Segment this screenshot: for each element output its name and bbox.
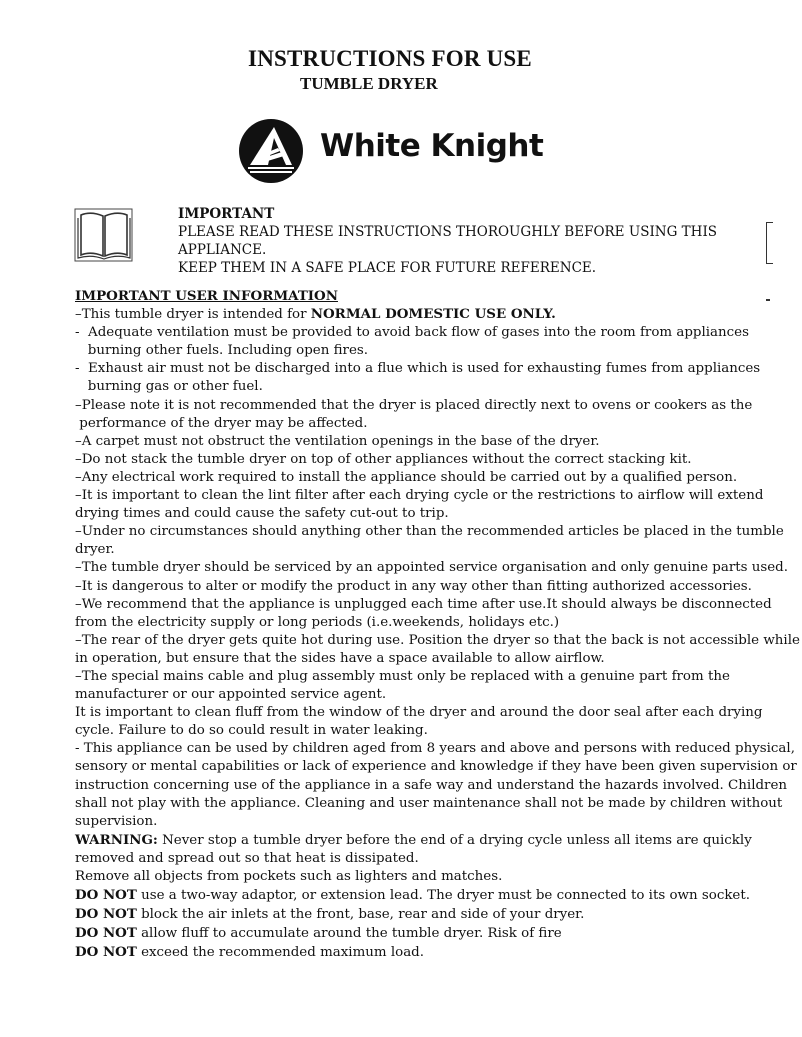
important-line: KEEP THEM IN A SAFE PLACE FOR FUTURE REFERENCE.: [178, 260, 597, 276]
brand-name: White Knight: [320, 128, 544, 164]
info-line: shall not play with the appliance. Cleaning and user maintenance shall not be made by children without: [75, 795, 783, 811]
margin-mark: [766, 222, 773, 264]
book-icon: [73, 208, 135, 264]
info-line: –A carpet must not obstruct the ventilation openings in the base of the dryer.: [75, 433, 600, 449]
info-line: cycle. Failure to do so could result in water leaking.: [75, 723, 428, 739]
info-line: Remove all objects from pockets such as lighters and matches.: [75, 869, 503, 884]
important-heading: IMPORTANT: [178, 206, 275, 222]
info-line: –Under no circumstances should anything other than the recommended articles be placed in the tumble: [75, 524, 784, 540]
page-subtitle: TUMBLE DRYER: [300, 74, 438, 93]
info-line: –It is dangerous to alter or modify the product in any way other than fitting authorized accessories.: [75, 578, 752, 594]
info-line: burning gas or other fuel.: [75, 379, 263, 395]
info-line: performance of the dryer may be affected.: [75, 415, 368, 431]
info-line: –It is important to clean the lint filter after each drying cycle or the restrictions to airflow will extend: [75, 488, 764, 504]
margin-mark: [766, 299, 770, 301]
info-line: burning other fuels. Including open fires.: [75, 343, 368, 359]
info-line: manufacturer or our appointed service agent.: [75, 687, 387, 703]
info-line: - Adequate ventilation must be provided to avoid back flow of gases into the room from appliances: [75, 325, 749, 341]
warning-line: removed and spread out so that heat is dissipated.: [75, 850, 419, 866]
info-line: It is important to clean fluff from the window of the dryer and around the door seal after each drying: [75, 705, 763, 721]
info-line: –Do not stack the tumble dryer on top of other appliances without the correct stacking kit.: [75, 451, 692, 467]
info-line: –Any electrical work required to install the appliance should be carried out by a qualified person.: [75, 469, 738, 485]
info-line: dryer.: [75, 542, 115, 558]
important-line: APPLIANCE.: [178, 242, 267, 258]
info-line: - Exhaust air must not be discharged into a flue which is used for exhausting fumes from appliances: [75, 361, 761, 377]
do-not-item: DO NOT use a two-way adaptor, or extension lead. The dryer must be connected to its own socket.: [75, 887, 750, 904]
section-heading: IMPORTANT USER INFORMATION: [75, 288, 338, 304]
warning-label: WARNING:: [75, 831, 158, 848]
info-line: –We recommend that the appliance is unplugged each time after use.It should always be disconnected: [75, 596, 772, 612]
do-not-item: DO NOT exceed the recommended maximum load.: [75, 944, 425, 961]
info-line: from the electricity supply or long periods (i.e.weekends, holidays etc.): [75, 614, 560, 630]
do-not-item: DO NOT allow fluff to accumulate around the tumble dryer. Risk of fire: [75, 925, 562, 942]
info-line: –Please note it is not recommended that the dryer is placed directly next to ovens or cookers as the: [75, 397, 753, 413]
info-line: in operation, but ensure that the sides have a space available to allow airflow.: [75, 650, 605, 666]
important-notice: [178, 205, 738, 277]
white-knight-logo-icon: [238, 118, 304, 184]
info-line: supervision.: [75, 813, 158, 829]
info-line: instruction concerning use of the appliance in a safe way and understand the hazards involved. Children: [75, 777, 787, 793]
warning-line: WARNING: Never stop a tumble dryer before the end of a drying cycle unless all items are quickly: [75, 831, 752, 848]
info-line: - This appliance can be used by children aged from 8 years and above and persons with reduced physical,: [75, 741, 795, 757]
do-not-item: DO NOT block the air inlets at the front, base, rear and side of your dryer.: [75, 906, 585, 923]
page-title: INSTRUCTIONS FOR USE: [248, 46, 532, 71]
info-line: –This tumble dryer is intended for NORMAL DOMESTIC USE ONLY.: [75, 306, 556, 323]
info-line: –The tumble dryer should be serviced by an appointed service organisation and only genuine parts used.: [75, 560, 789, 576]
info-line: sensory or mental capabilities or lack of experience and knowledge if they have been given supervision or: [75, 759, 797, 775]
user-information-section: [75, 287, 800, 962]
info-line: drying times and could cause the safety cut-out to trip.: [75, 506, 449, 522]
important-line: PLEASE READ THESE INSTRUCTIONS THOROUGHLY BEFORE USING THIS: [178, 224, 718, 240]
info-line: –The special mains cable and plug assembly must only be replaced with a genuine part from the: [75, 668, 730, 684]
info-line: –The rear of the dryer gets quite hot during use. Position the dryer so that the back is not accessible while: [75, 632, 800, 648]
